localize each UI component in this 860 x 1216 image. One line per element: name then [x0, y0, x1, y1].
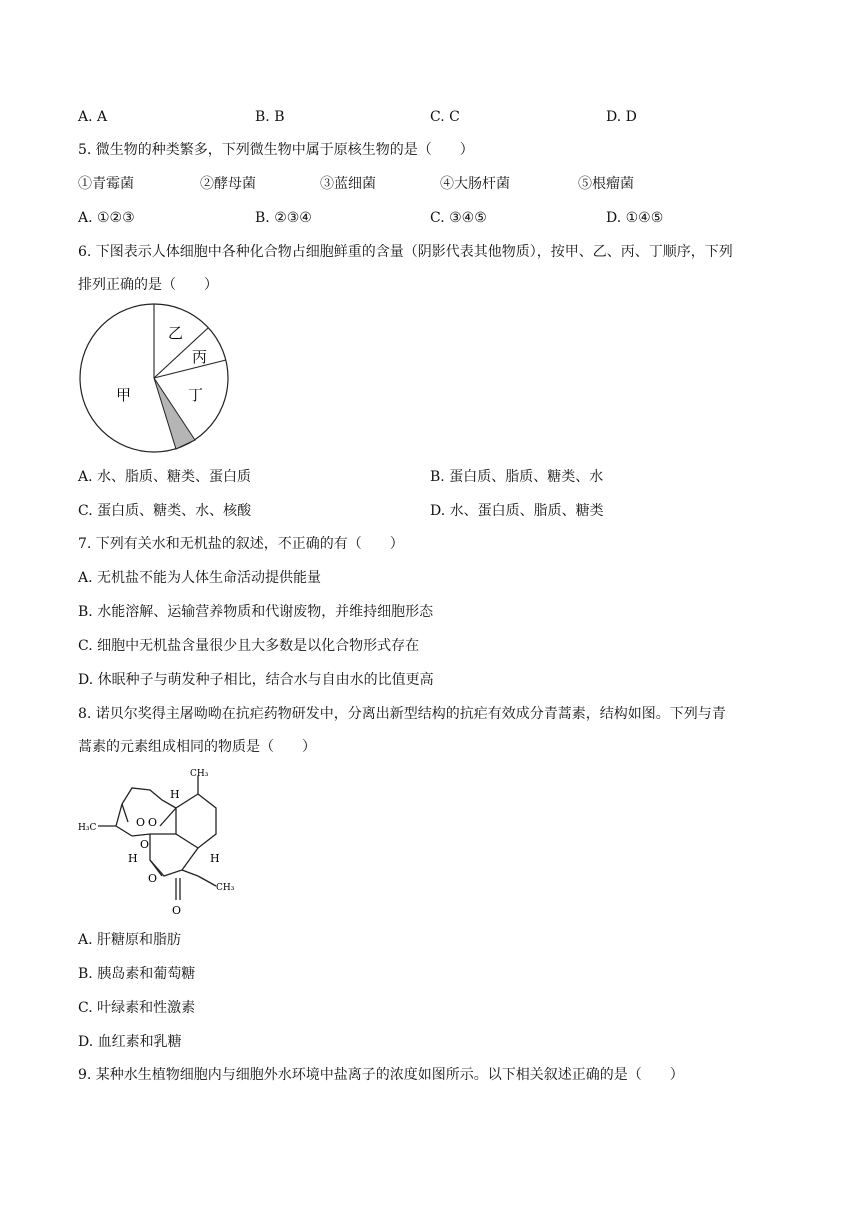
q6-option-b: B. 蛋白质、脂质、糖类、水	[430, 469, 604, 485]
pie-label-yi: 乙	[168, 324, 184, 342]
q7-option-c: C. 细胞中无机盐含量很少且大多数是以化合物形式存在	[78, 638, 420, 654]
q9-stem: 9. 某种水生植物细胞内与细胞外水环境中盐离子的浓度如图所示。以下相关叙述正确的是（ ）	[78, 1067, 684, 1083]
q6-stem-line1: 6. 下图表示人体细胞中各种化合物占细胞鲜重的含量（阴影代表其他物质），按甲、乙、丙、丁顺序，下列	[78, 244, 733, 260]
q4-option-a: A. A	[78, 109, 108, 125]
pie-label-jia: 甲	[116, 386, 132, 404]
q5-option-d: D. ①④⑤	[606, 210, 664, 226]
q8-label-o1: O	[136, 816, 146, 829]
q6-pie-figure	[78, 302, 234, 458]
q8-label-h3c: H₃C	[78, 823, 97, 833]
q6-option-c: C. 蛋白质、糖类、水、核酸	[78, 503, 252, 519]
q8-stem-line1: 8. 诺贝尔奖得主屠呦呦在抗疟药物研发中，分离出新型结构的抗疟有效成分青蒿素，结构如图。下列与青	[78, 706, 726, 722]
q8-label-o2: O	[148, 816, 158, 829]
q5-option-b: B. ②③④	[255, 210, 312, 226]
q8-stem-line2: 蒿素的元素组成相同的物质是（ ）	[78, 739, 316, 755]
q5-item-1: ①青霉菌	[78, 176, 134, 192]
q8-label-o4: O	[148, 872, 158, 885]
q6-option-d: D. 水、蛋白质、脂质、糖类	[430, 503, 604, 519]
pie-label-ding: 丁	[188, 386, 204, 404]
q8-artemisinin-structure	[76, 764, 246, 922]
q5-item-4: ④大肠杆菌	[440, 176, 510, 192]
q5-stem: 5. 微生物的种类繁多，下列微生物中属于原核生物的是（ ）	[78, 142, 474, 158]
q8-option-c: C. 叶绿素和性激素	[78, 1000, 196, 1016]
q7-stem: 7. 下列有关水和无机盐的叙述，不正确的有（ ）	[78, 536, 404, 552]
q8-label-ch3-right: CH₃	[216, 883, 235, 893]
q4-option-b: B. B	[255, 109, 285, 125]
q7-option-a: A. 无机盐不能为人体生命活动提供能量	[78, 570, 322, 586]
q8-option-b: B. 胰岛素和葡萄糖	[78, 966, 196, 982]
q6-option-a: A. 水、脂质、糖类、蛋白质	[78, 469, 252, 485]
q8-label-ch3-top: CH₃	[190, 769, 209, 779]
q8-label-h3: H	[210, 852, 220, 865]
q5-option-c: C. ③④⑤	[430, 210, 487, 226]
q4-option-c: C. C	[430, 109, 460, 125]
q8-label-h2: H	[128, 852, 138, 865]
q4-option-d: D. D	[606, 109, 637, 125]
q5-item-2: ②酵母菌	[200, 176, 256, 192]
q7-option-d: D. 休眠种子与萌发种子相比，结合水与自由水的比值更高	[78, 672, 434, 688]
q8-label-o5: O	[172, 904, 182, 917]
q8-label-h1: H	[170, 788, 180, 801]
pie-label-bing: 丙	[192, 348, 208, 366]
q5-item-3: ③蓝细菌	[320, 176, 376, 192]
q5-option-a: A. ①②③	[78, 210, 135, 226]
q7-option-b: B. 水能溶解、运输营养物质和代谢废物，并维持细胞形态	[78, 604, 434, 620]
q5-item-5: ⑤根瘤菌	[578, 176, 634, 192]
q8-label-o3: O	[140, 838, 150, 851]
q8-option-d: D. 血红素和乳糖	[78, 1034, 182, 1050]
q6-stem-line2: 排列正确的是（ ）	[78, 277, 218, 293]
q8-option-a: A. 肝糖原和脂肪	[78, 932, 182, 948]
